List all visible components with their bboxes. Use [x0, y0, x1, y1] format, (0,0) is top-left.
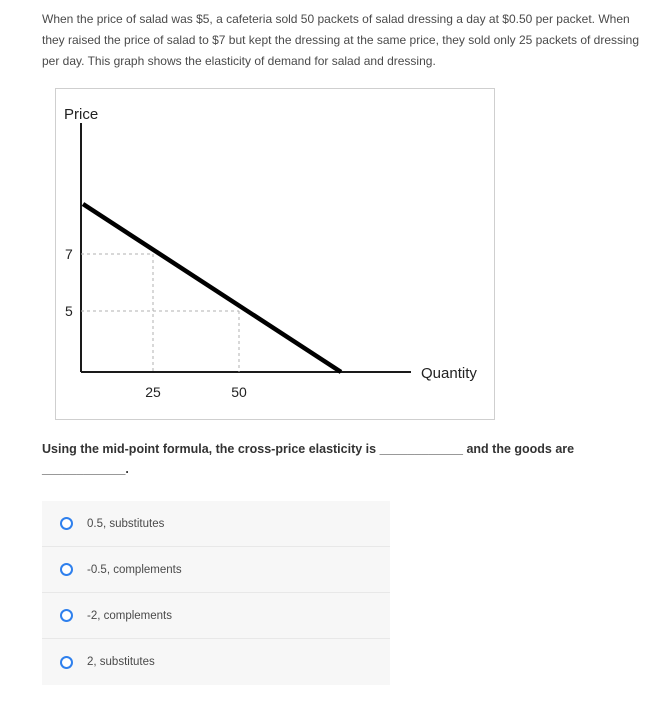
answer-option-label: 2, substitutes: [87, 656, 155, 668]
demand-graph: [55, 88, 495, 420]
x-tick-25: 25: [145, 384, 161, 400]
question-text: Using the mid-point formula, the cross-price elasticity is ____________ and the goods are ____________.: [42, 442, 575, 476]
answer-options: [42, 501, 390, 685]
question-intro: When the price of salad was $5, a cafeteria sold 50 packets of salad dressing a day at $0.50 per packet. When they raised the price of salad to $7 but kept the dressing at the same price, they sold only 25 packets of dressing per day. This graph shows the elasticity of demand for salad and dressing.: [42, 12, 640, 68]
answer-option[interactable]: [42, 593, 390, 639]
y-tick-7: 7: [65, 246, 73, 262]
answer-option-label: -2, complements: [87, 609, 173, 622]
y-axis-title: Price: [64, 106, 99, 123]
demand-graph-svg: [56, 89, 494, 419]
radio-button[interactable]: [60, 656, 73, 669]
answer-option[interactable]: [42, 501, 390, 547]
x-axis-title: Quantity: [421, 365, 477, 382]
answer-option-label: -0.5, complements: [87, 563, 182, 576]
radio-button[interactable]: [60, 609, 73, 622]
answer-option[interactable]: [42, 639, 390, 685]
y-tick-5: 5: [65, 303, 73, 319]
x-tick-50: 50: [231, 384, 247, 400]
radio-button[interactable]: [60, 517, 73, 530]
demand-curve: [83, 204, 341, 372]
answer-option[interactable]: [42, 547, 390, 593]
answer-option-label: 0.5, substitutes: [87, 517, 165, 530]
radio-button[interactable]: [60, 563, 73, 576]
